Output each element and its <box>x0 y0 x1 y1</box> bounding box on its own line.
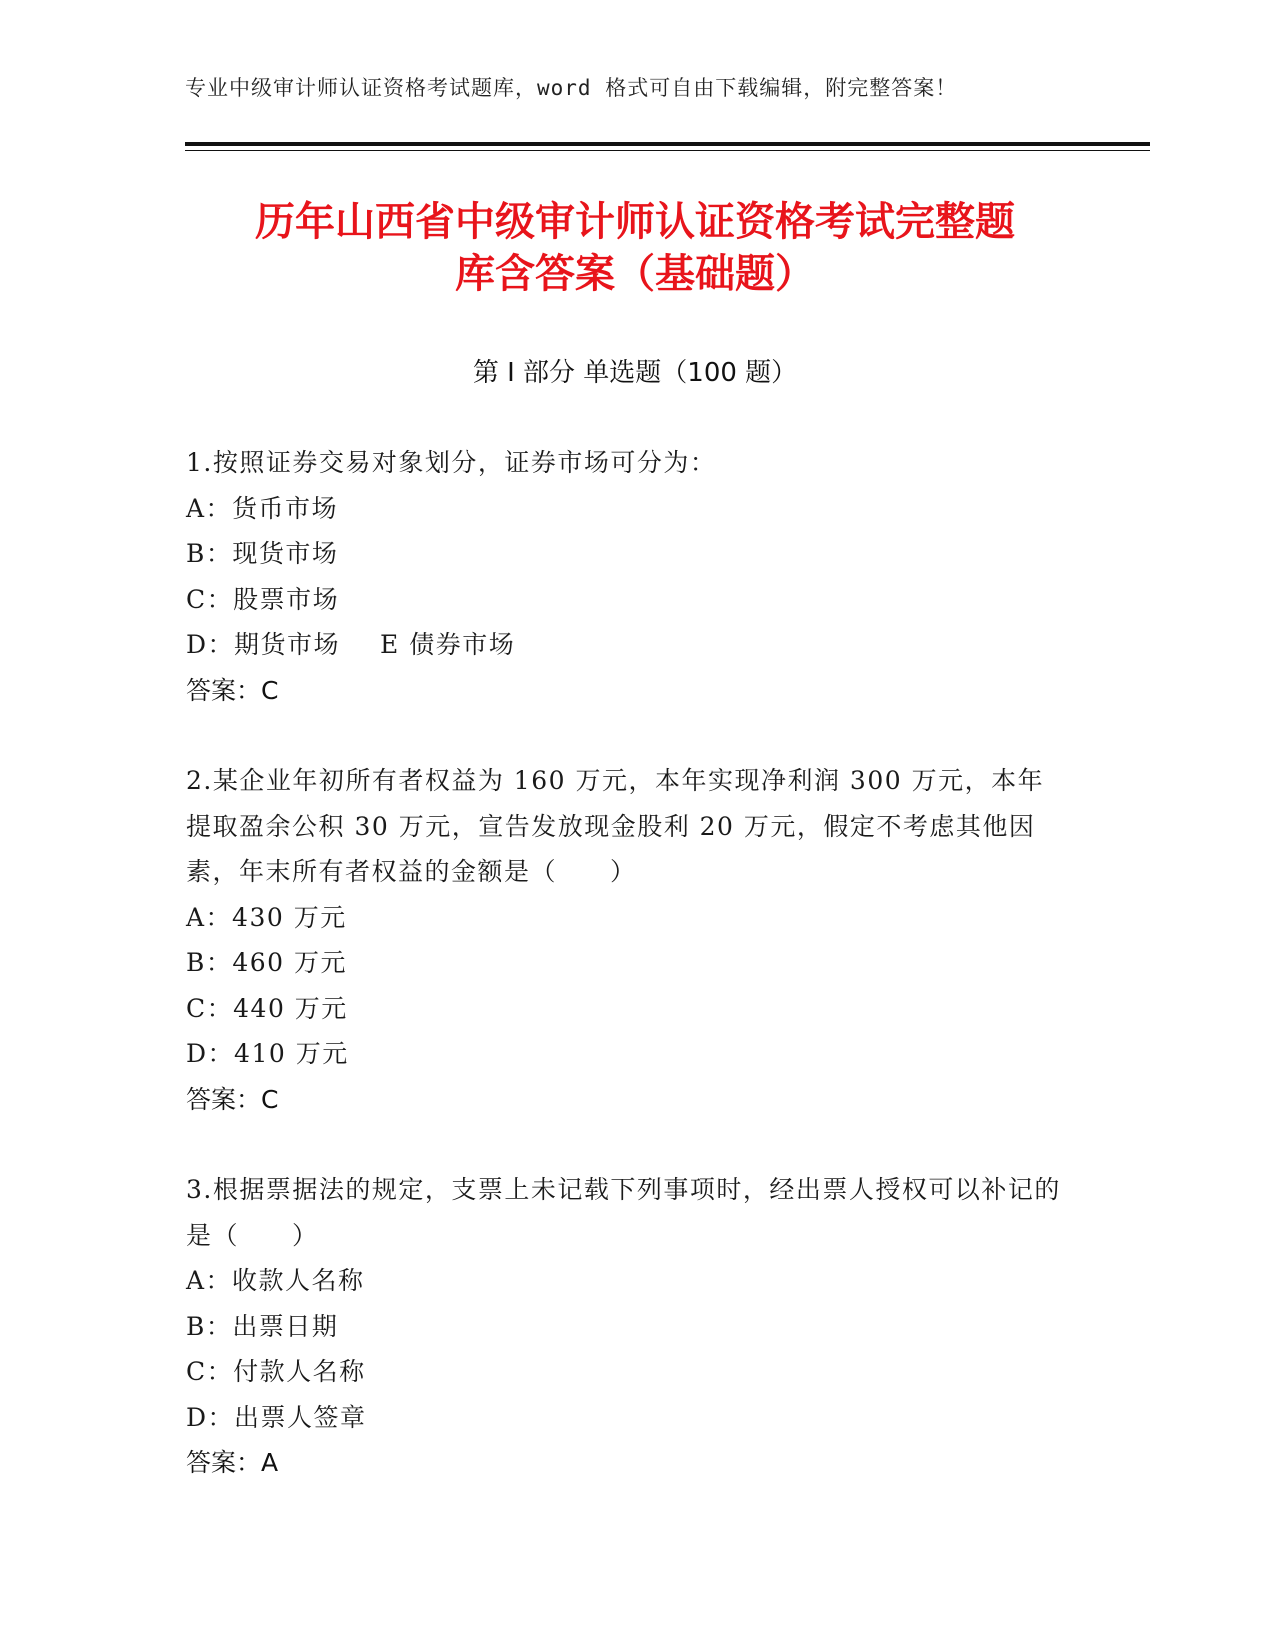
question-3 <box>186 1167 1066 1486</box>
option-a: A：430 万元 <box>186 902 347 932</box>
question-1 <box>186 440 1066 713</box>
answer: 答案：C <box>186 1084 279 1114</box>
answer: 答案：C <box>186 675 279 705</box>
document-title-line-2: 库含答案（基础题） <box>455 251 815 297</box>
question-stem: 3.根据票据法的规定，支票上未记载下列事项时，经出票人授权可以补记的是（ ） <box>186 1175 1061 1250</box>
section-title: 第 I 部分 单选题（100 题） <box>472 358 798 388</box>
option-d-row <box>186 622 1066 668</box>
question-stem: 2.某企业年初所有者权益为 160 万元，本年实现净利润 300 万元，本年提取盈余公积 30 万元，宣告发放现金股利 20 万元，假定不考虑其他因素，年末所有者权益的金额是（ ） <box>186 766 1045 886</box>
option-c: C：股票市场 <box>186 584 340 614</box>
option-d: D：出票人签章 <box>186 1402 367 1432</box>
header-note: 专业中级审计师认证资格考试题库，word 格式可自由下载编辑，附完整答案！ <box>185 76 958 100</box>
option-d: D：410 万元 <box>186 1039 349 1068</box>
option-a: A：收款人名称 <box>186 1266 365 1295</box>
header-rule-thin <box>185 150 1150 151</box>
question-list <box>186 440 1066 1531</box>
option-b: B：现货市场 <box>186 539 339 568</box>
question-stem: 1.按照证券交易对象划分，证券市场可分为： <box>186 448 717 477</box>
option-c: C：440 万元 <box>186 993 348 1023</box>
document-title <box>185 196 1085 300</box>
option-b: B：460 万元 <box>186 948 348 977</box>
document-title-line-1: 历年山西省中级审计师认证资格考试完整题 <box>255 199 1015 245</box>
answer: 答案：A <box>186 1448 279 1477</box>
option-e: E 债券市场 <box>380 630 516 659</box>
header-rule-thick <box>185 142 1150 146</box>
option-d: D：期货市场 <box>186 630 341 659</box>
option-c: C：付款人名称 <box>186 1357 366 1386</box>
option-a: A：货币市场 <box>186 493 339 523</box>
option-b: B：出票日期 <box>186 1311 339 1341</box>
question-2 <box>186 758 1066 1122</box>
